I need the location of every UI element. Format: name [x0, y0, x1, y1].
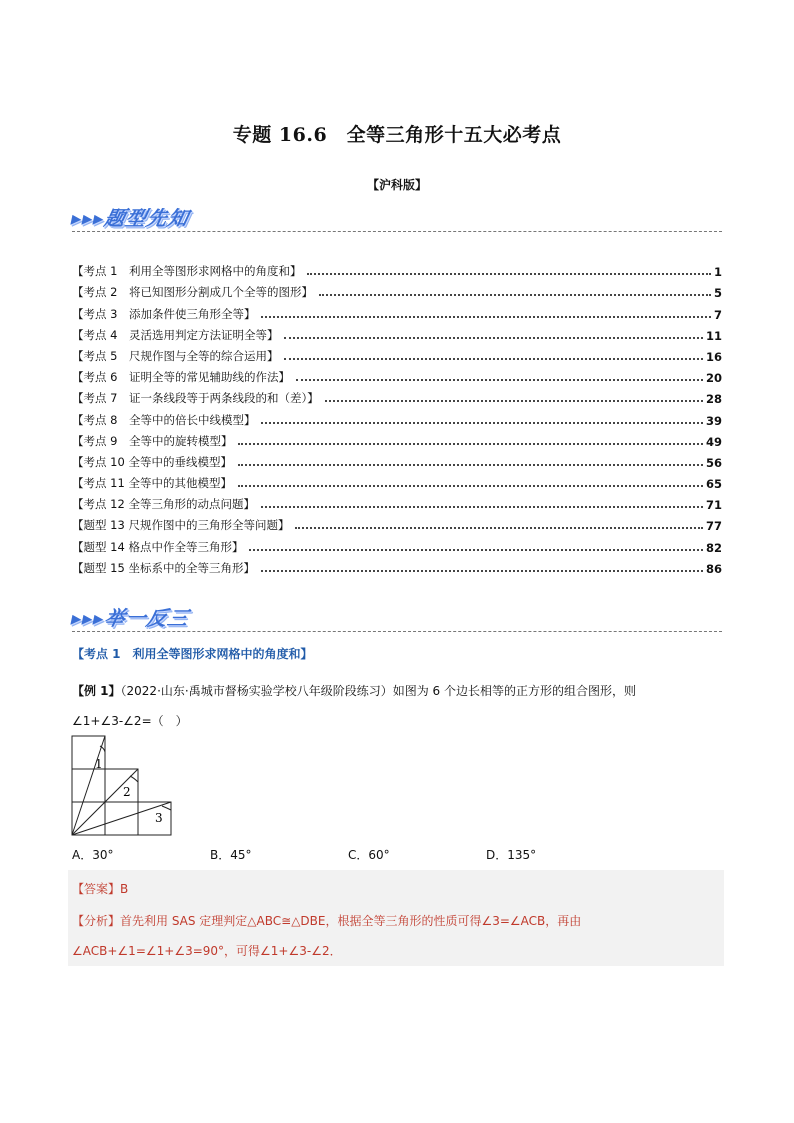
toc-leader-dots [238, 485, 703, 487]
toc-page-number[interactable]: 71 [705, 498, 722, 513]
answer-options [72, 846, 724, 866]
toc-row[interactable] [72, 385, 722, 406]
toc-leader-dots [284, 337, 703, 339]
example-question [72, 676, 724, 736]
toc-row[interactable] [72, 428, 722, 449]
toc-page-number[interactable]: 77 [705, 519, 722, 534]
toc-row[interactable] [72, 449, 722, 470]
toc-leader-dots [261, 316, 711, 318]
toc-page-number[interactable]: 7 [713, 307, 722, 322]
toc-label[interactable]: 【考点 7 证一条线段等于两条线段的和（差）】 [72, 391, 319, 406]
toc-leader-dots [261, 570, 703, 572]
toc-label[interactable]: 【考点 6 证明全等的常见辅助线的作法】 [72, 370, 290, 385]
banner-text: ▸▸▸举一反三 [69, 606, 192, 630]
toc-page-number[interactable]: 56 [705, 455, 722, 470]
toc-label[interactable]: 【题型 15 坐标系中的全等三角形】 [72, 560, 255, 575]
angle-label-2: 2 [123, 785, 131, 799]
example-expression: ∠1+∠3-∠2=（ ） [72, 714, 188, 728]
toc-leader-dots [261, 422, 703, 424]
example-number: 【例 1】 [72, 684, 121, 698]
toc-row[interactable] [72, 406, 722, 427]
toc-leader-dots [325, 400, 703, 402]
angle-label-3: 3 [155, 811, 163, 825]
toc-row[interactable] [72, 512, 722, 533]
analysis-line-1: 【分析】首先利用 SAS 定理判定△ABC≅△DBE，根据全等三角形的性质可得∠3=∠ACB，再由 [72, 914, 582, 928]
toc-label[interactable]: 【考点 10 全等中的垂线模型】 [72, 454, 232, 469]
toc-label[interactable]: 【考点 1 利用全等图形求网格中的角度和】 [72, 264, 302, 279]
toc-label[interactable]: 【考点 3 添加条件使三角形全等】 [72, 306, 256, 321]
dashed-divider [72, 231, 722, 232]
option-b: B．45° [210, 848, 252, 862]
example-text: （2022·山东·禹城市督杨实验学校八年级阶段练习）如图为 6 个边长相等的正方形的组合图形，则 [120, 684, 636, 698]
analysis-line-2: ∠ACB+∠1=∠1+∠3=90°，可得∠1+∠3-∠2． [72, 944, 342, 958]
toc-row[interactable] [72, 533, 722, 554]
toc-row[interactable] [72, 258, 722, 279]
toc-label[interactable]: 【考点 4 灵活选用判定方法证明全等】 [72, 327, 279, 342]
banner-text: ▸▸▸题型先知 [69, 206, 192, 230]
toc-page-number[interactable]: 20 [705, 371, 722, 386]
answer-box [68, 870, 724, 966]
toc-row[interactable] [72, 364, 722, 385]
toc-row[interactable] [72, 555, 722, 576]
toc-row[interactable] [72, 491, 722, 512]
toc-page-number[interactable]: 11 [705, 328, 722, 343]
toc-label[interactable]: 【考点 12 全等三角形的动点问题】 [72, 497, 255, 512]
banner-examples [69, 600, 722, 632]
toc-leader-dots [307, 273, 711, 275]
toc-page-number[interactable]: 28 [705, 392, 722, 407]
toc-label[interactable]: 【考点 11 全等中的其他模型】 [72, 476, 232, 491]
toc-row[interactable] [72, 279, 722, 300]
toc-label[interactable]: 【题型 13 尺规作图中的三角形全等问题】 [72, 518, 290, 533]
toc-page-number[interactable]: 1 [713, 265, 722, 280]
toc-leader-dots [238, 443, 703, 445]
toc-label[interactable]: 【考点 2 将已知图形分割成几个全等的图形】 [72, 285, 313, 300]
toc-row[interactable] [72, 470, 722, 491]
toc-row[interactable] [72, 343, 722, 364]
toc-label[interactable]: 【考点 9 全等中的旋转模型】 [72, 433, 233, 448]
toc-leader-dots [261, 506, 703, 508]
squares-figure [70, 734, 180, 838]
toc-label[interactable]: 【题型 14 格点中作全等三角形】 [72, 539, 244, 554]
toc-leader-dots [295, 527, 703, 529]
option-a: A．30° [72, 848, 114, 862]
dashed-divider [72, 631, 722, 632]
answer-line: 【答案】B [72, 882, 129, 896]
toc-row[interactable] [72, 300, 722, 321]
page-title: 专题 16.6 全等三角形十五大必考点 [232, 124, 562, 146]
toc-leader-dots [238, 464, 703, 466]
toc-row[interactable] [72, 322, 722, 343]
toc-leader-dots [284, 358, 703, 360]
angle-label-1: 1 [95, 757, 103, 771]
toc-leader-dots [249, 549, 703, 551]
toc-page-number[interactable]: 16 [705, 349, 722, 364]
section-heading: 【考点 1 利用全等图形求网格中的角度和】 [72, 647, 313, 661]
option-c: C．60° [348, 848, 390, 862]
toc-label[interactable]: 【考点 5 尺规作图与全等的综合运用】 [72, 348, 279, 363]
toc-page-number[interactable]: 5 [713, 286, 722, 301]
edition-label: 【沪科版】 [366, 178, 427, 192]
toc-page-number[interactable]: 86 [705, 561, 722, 576]
toc-page-number[interactable]: 82 [705, 540, 722, 555]
toc-label[interactable]: 【考点 8 全等中的倍长中线模型】 [72, 412, 256, 427]
table-of-contents [72, 258, 722, 576]
toc-leader-dots [296, 379, 703, 381]
toc-page-number[interactable]: 65 [705, 477, 722, 492]
toc-leader-dots [319, 294, 711, 296]
toc-page-number[interactable]: 49 [705, 434, 722, 449]
option-d: D．135° [486, 848, 537, 862]
toc-page-number[interactable]: 39 [705, 413, 722, 428]
banner-question-preview [69, 200, 722, 232]
